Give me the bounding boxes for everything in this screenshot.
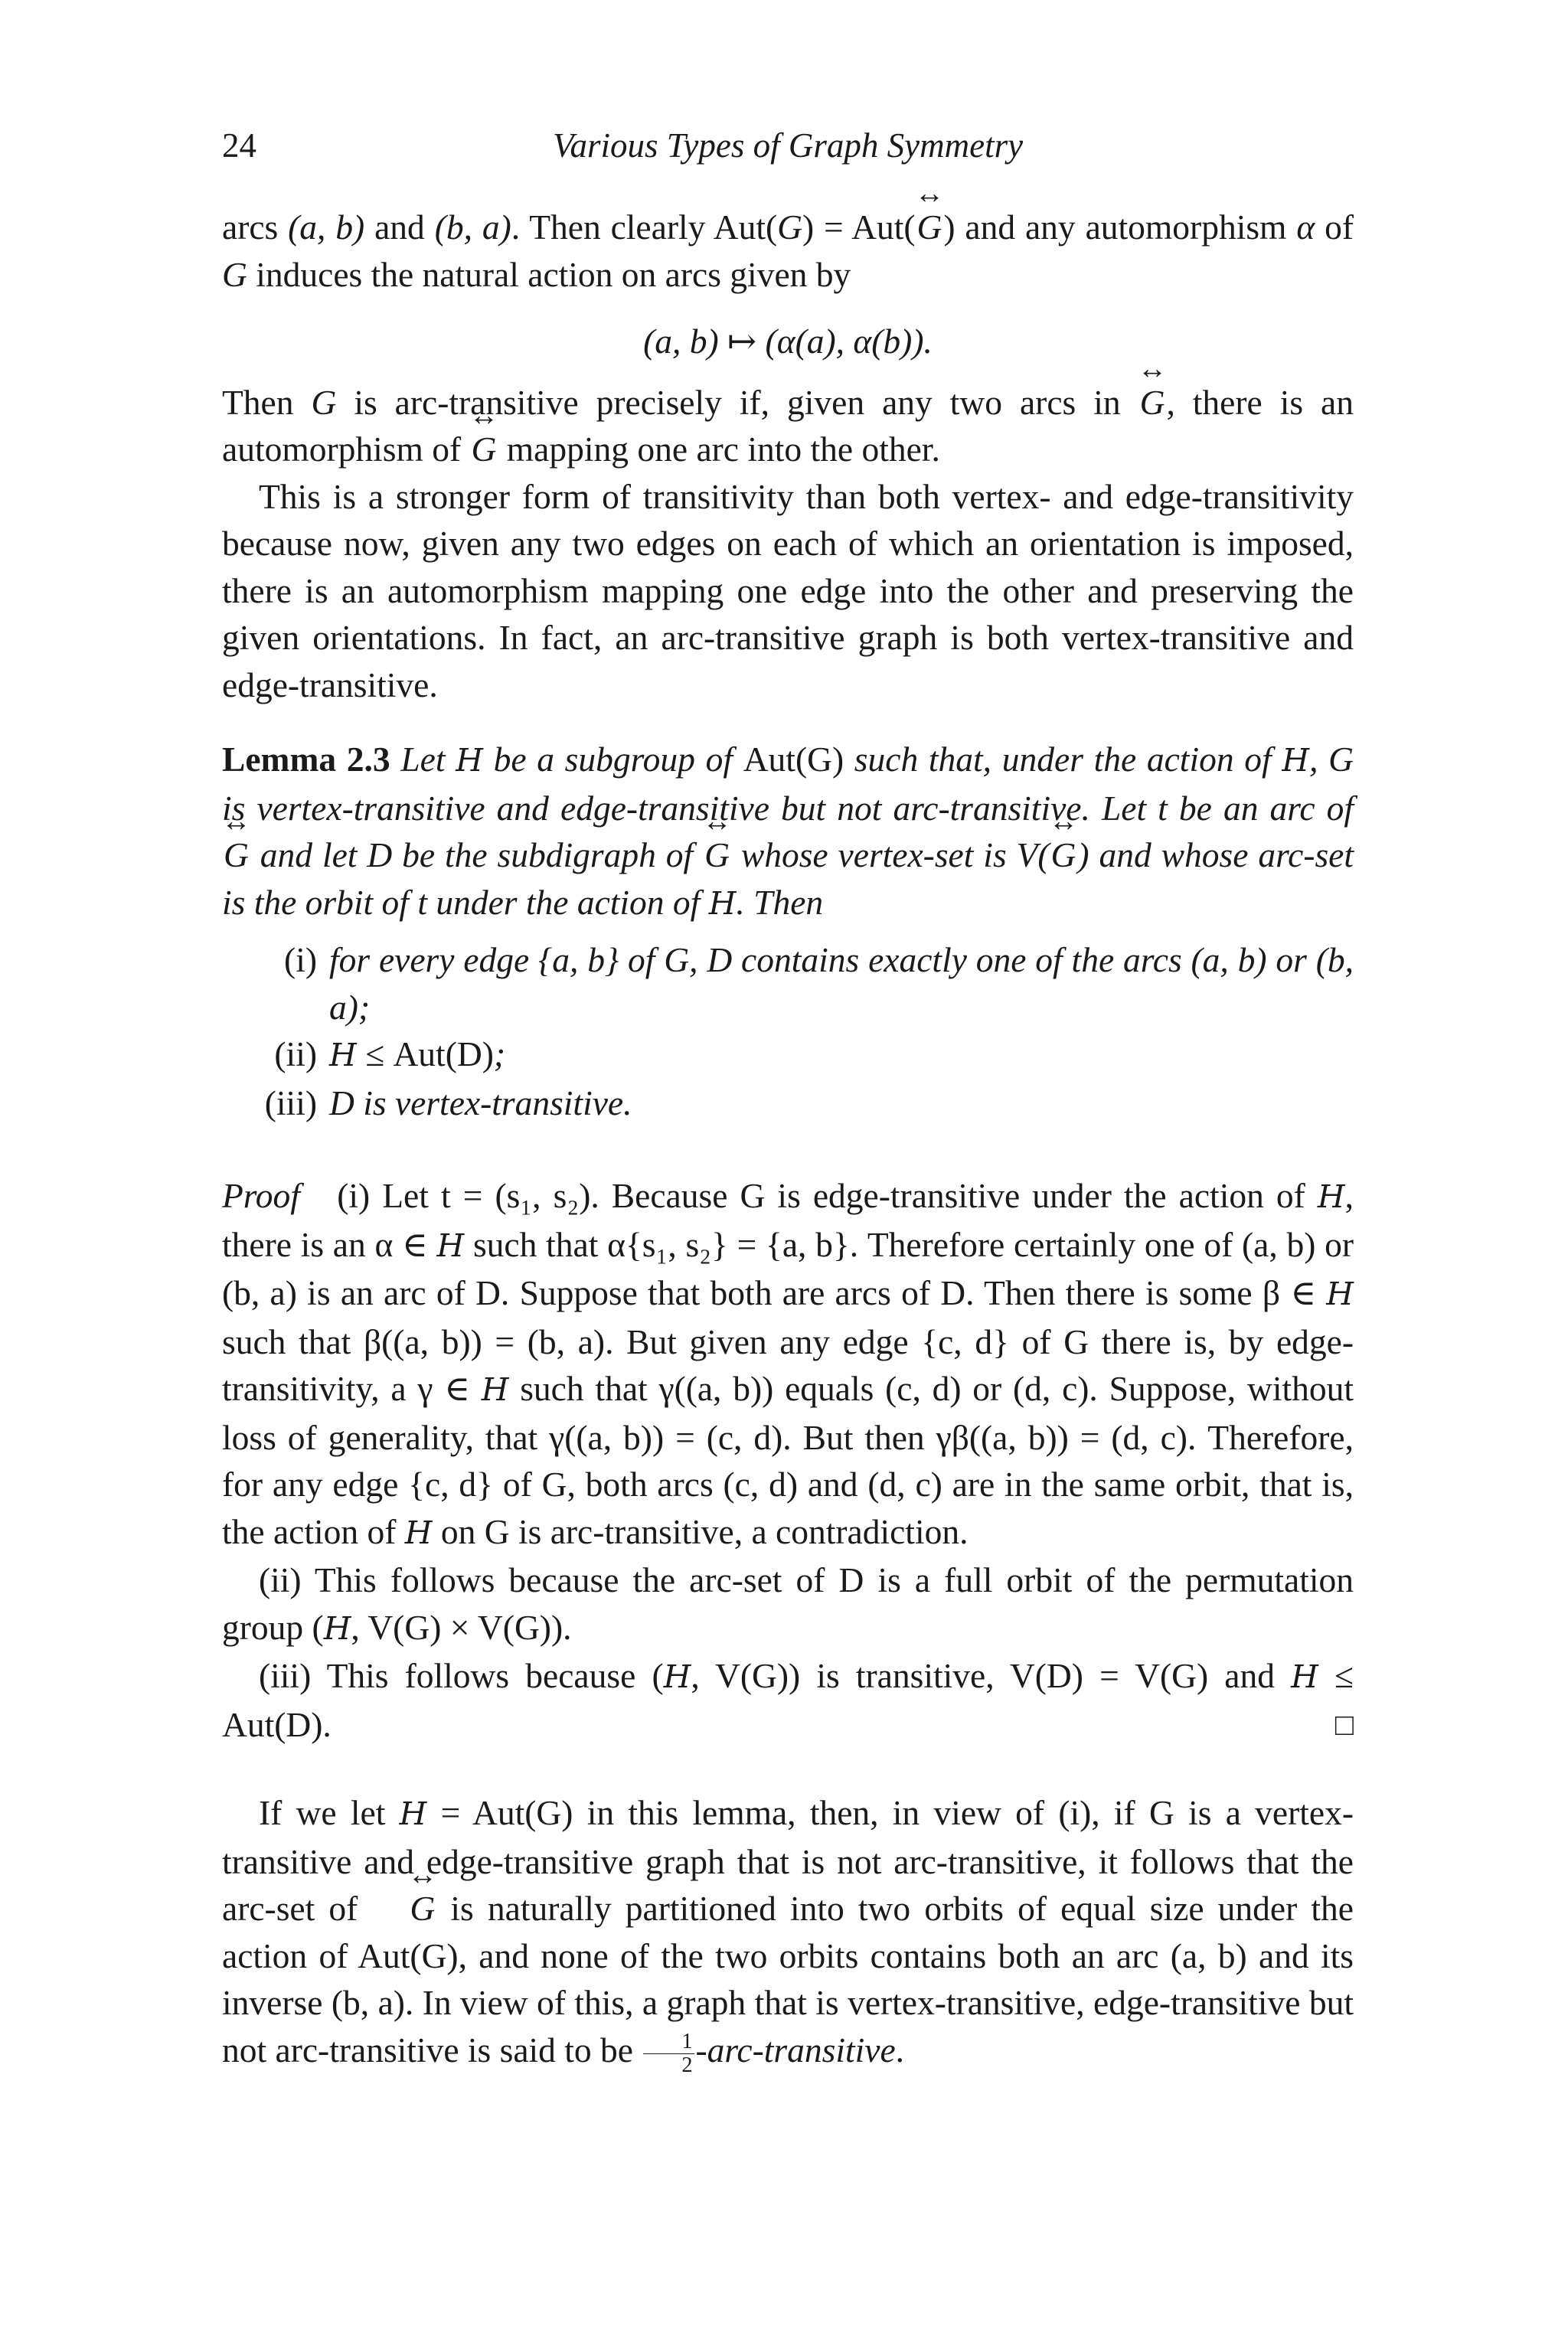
text: , V(G) × V(G)). [351, 1607, 572, 1647]
calligraphic-h-symbol: H [329, 1037, 357, 1073]
item-text: for every edge {a, b} of G, D contains exactly one of the arcs (a, b) or (b, a); [329, 940, 1354, 1027]
item-text: D is vertex-transitive. [329, 1083, 632, 1122]
text: arcs [222, 207, 289, 247]
text: such that, under the action of [844, 740, 1282, 779]
item-label: (ii) [274, 1034, 317, 1073]
lemma-label: Lemma 2.3 [222, 740, 390, 779]
paragraph-half-arc-transitive [222, 1789, 1354, 2076]
lemma-item [222, 1031, 1354, 1080]
proof-part-i [222, 1172, 1354, 1557]
text: . Then [736, 882, 824, 922]
text: be a subgroup of [482, 740, 743, 779]
item-text: ; [493, 1034, 506, 1073]
text: , there is an α ∈ [222, 1176, 1354, 1264]
running-title: Various Types of Graph Symmetry [552, 126, 1024, 165]
text: of [1315, 207, 1354, 247]
lemma-item [222, 1080, 1354, 1127]
paragraph-arcs [222, 204, 1354, 298]
text: and [364, 207, 435, 247]
math: G [777, 207, 803, 247]
calligraphic-h-symbol: H [663, 1658, 691, 1695]
text: ) and any automorphism [943, 207, 1297, 247]
running-header [222, 122, 1354, 168]
text: , G is vertex-transitive and edge-transitive but not arc-transitive. Let t be an arc of [222, 740, 1354, 828]
fraction-one-half [643, 2030, 694, 2076]
text: If we let [259, 1793, 400, 1832]
math: (b, a) [434, 207, 511, 247]
text: = Aut(G) in this lemma, then, in view of (i), if G is a vertex-transitive and edge-transitive graph that is not arc-transitive, it follows that the arc-set of [222, 1793, 1354, 1928]
text: such that α{s₁, s₂} = {a, b}. Therefore certainly one of (a, b) or (b, a) is an arc of D. Suppose that both are arcs of D. Then there is some β ∈ [222, 1224, 1354, 1312]
calligraphic-h-symbol: H [708, 884, 737, 922]
calligraphic-h-symbol: H [399, 1795, 427, 1832]
text: (iii) This follows because ( [259, 1656, 664, 1695]
text: ≤ Aut(D). [222, 1656, 1354, 1744]
math: G [222, 254, 247, 294]
text: Then [222, 382, 312, 422]
qed-box-icon: □ [1334, 1707, 1354, 1742]
proof-part-iii [222, 1652, 1354, 1748]
text: , V(G)) is transitive, V(D) = V(G) and [691, 1656, 1292, 1695]
page-body [222, 204, 1354, 2076]
math: (a, b) [288, 207, 365, 247]
text: such that γ((a, b)) equals (c, d) or (d, c). Suppose, without loss of generality, that γ((a, b)) = (c, d). But then γβ((a, b)) = (d, c). Therefore, for any edge {c, d} of G, both arcs (c, d) and (d, c) are in the same orbit, that is, the action of [222, 1369, 1354, 1551]
text: ) and whose arc-set is the orbit of t under the action of [222, 835, 1354, 922]
text: and let D be the subdigraph of [250, 835, 704, 874]
text: (ii) This follows because the arc-set of D is a full orbit of the permutation group ( [222, 1560, 1354, 1647]
paragraph-arc-transitive [222, 379, 1354, 473]
calligraphic-h-symbol: H [481, 1371, 509, 1408]
math: α [1296, 207, 1315, 247]
proof-label: Proof [222, 1176, 300, 1215]
fraction-numerator: 1 [643, 2030, 694, 2054]
proof-part-ii [222, 1557, 1354, 1652]
text: is naturally partitioned into two orbits of equal size under the action of Aut(G), and none of the two orbits contains both an arc (a, b) and its inverse (b, a). In view of this, a graph that is vertex-transitive, edge-transitive but not arc-transitive is said to be [222, 1889, 1354, 2069]
g-double-arrow-symbol: ↔ G [371, 1885, 436, 1932]
item-label: (iii) [264, 1083, 317, 1122]
calligraphic-h-symbol: H [1282, 742, 1310, 779]
fraction-denominator: 2 [681, 2053, 693, 2077]
calligraphic-h-symbol: H [323, 1609, 351, 1647]
item-text: ≤ [356, 1034, 394, 1073]
paragraph-stronger-form: This is a stronger form of transitivity than both vertex- and edge-transitivity because now, given any two edges on each of which an orientation is imposed, there is an automorphism mapping one edge into the other and preserving the given orientations. In fact, an arc-transitive graph is both vertex-transitive and edge-transitive. [222, 476, 1354, 704]
text: , there is an automorphism of [222, 382, 1354, 469]
display-formula [222, 318, 1354, 365]
calligraphic-h-symbol: H [456, 742, 483, 779]
math: Aut(D) [393, 1034, 494, 1073]
text: such that β((a, b)) = (b, a). But given any edge {c, d} of G there is, by edge-transitivity, a γ ∈ [222, 1321, 1354, 1408]
text: is arc-transitive precisely if, given any two arcs in [336, 382, 1138, 422]
text: on G is arc-transitive, a contradiction. [432, 1511, 969, 1551]
text: mapping one arc into the other. [498, 430, 940, 469]
item-label: (i) [284, 940, 317, 979]
calligraphic-h-symbol: H [404, 1514, 433, 1551]
text: induces the natural action on arcs given by [247, 254, 851, 294]
lemma-item [222, 936, 1354, 1031]
page-number: 24 [222, 126, 256, 165]
formula-text: (a, b) ↦ (α(a), α(b)). [643, 322, 933, 361]
lemma-statement [222, 736, 1354, 927]
g-double-arrow-symbol: ↔ G [470, 426, 498, 473]
text: ) = Aut( [802, 207, 916, 247]
text: . [895, 2030, 905, 2069]
calligraphic-h-symbol: H [1291, 1658, 1318, 1695]
math: G [311, 382, 337, 422]
calligraphic-h-symbol: H [436, 1227, 465, 1264]
text: whose vertex-set is V( [730, 835, 1050, 874]
g-double-arrow-symbol: ↔ G [1138, 379, 1167, 426]
g-double-arrow-symbol: ↔ G [1050, 831, 1078, 879]
g-double-arrow-symbol: ↔ G [703, 831, 731, 879]
lemma-items [222, 936, 1354, 1126]
defined-term: -arc-transitive [695, 2030, 896, 2069]
math: Aut(G) [743, 740, 844, 779]
g-double-arrow-symbol: ↔ G [222, 831, 250, 879]
text: Let [390, 740, 456, 779]
calligraphic-h-symbol: H [1326, 1276, 1354, 1312]
text: (i) Let t = (s₁, s₂). Because G is edge-transitive under the action of [337, 1176, 1318, 1215]
text: . Then clearly Aut( [511, 207, 778, 247]
calligraphic-h-symbol: H [1317, 1178, 1345, 1215]
g-double-arrow-symbol: ↔ G [916, 204, 944, 251]
